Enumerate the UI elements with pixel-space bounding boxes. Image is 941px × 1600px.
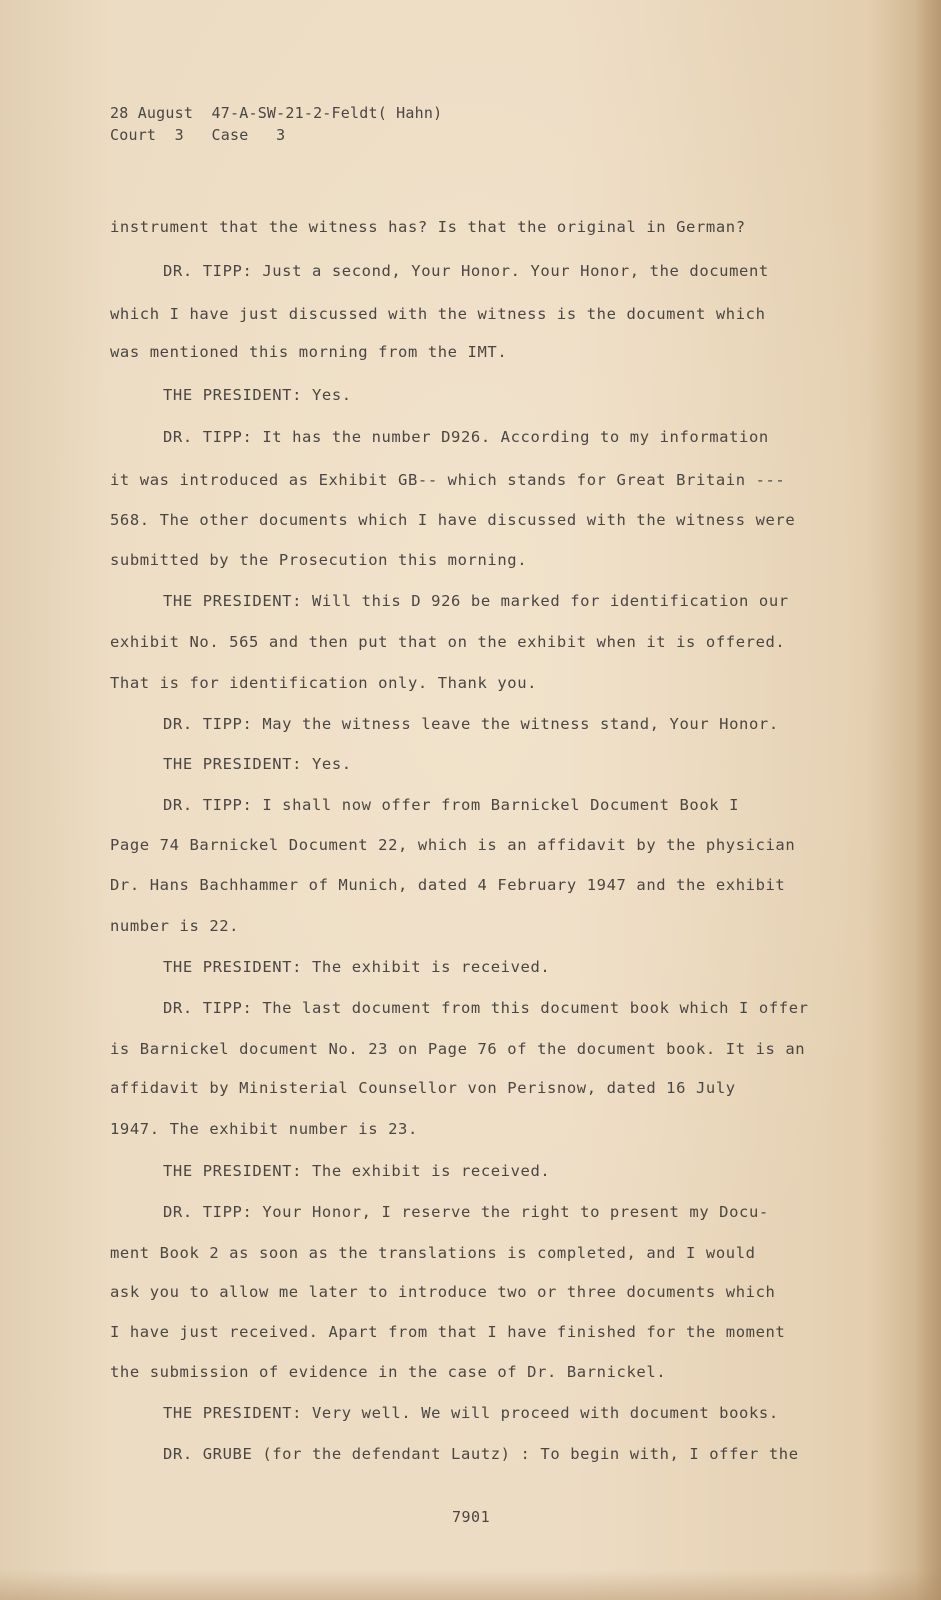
transcript-line: THE PRESIDENT: Will this D 926 be marked for identification our <box>163 592 789 610</box>
transcript-line: the submission of evidence in the case of Dr. Barnickel. <box>110 1363 667 1381</box>
transcript-line: THE PRESIDENT: The exhibit is received. <box>163 958 551 976</box>
transcript-line: DR. TIPP: May the witness leave the witness stand, Your Honor. <box>163 715 779 733</box>
transcript-line: exhibit No. 565 and then put that on the exhibit when it is offered. <box>110 633 786 651</box>
transcript-line: is Barnickel document No. 23 on Page 76 of the document book. It is an <box>110 1040 806 1058</box>
transcript-line: I have just received. Apart from that I have finished for the moment <box>110 1323 786 1341</box>
transcript-line: submitted by the Prosecution this morning. <box>110 551 528 569</box>
transcript-line: DR. TIPP: Your Honor, I reserve the right to present my Docu- <box>163 1203 769 1221</box>
transcript-line: THE PRESIDENT: Yes. <box>163 386 352 404</box>
transcript-line: was mentioned this morning from the IMT. <box>110 343 508 361</box>
transcript-line: number is 22. <box>110 917 240 935</box>
transcript-line: THE PRESIDENT: Very well. We will proceed with document books. <box>163 1404 779 1422</box>
transcript-line: DR. GRUBE (for the defendant Lautz) : To begin with, I offer the <box>163 1445 799 1463</box>
transcript-line: which I have just discussed with the witness is the document which <box>110 305 766 323</box>
page-edge-shadow-bottom <box>0 1570 941 1600</box>
transcript-line: DR. TIPP: It has the number D926. According to my information <box>163 428 769 446</box>
page-edge-shadow-right <box>915 0 941 1600</box>
transcript-line: ment Book 2 as soon as the translations is completed, and I would <box>110 1244 756 1262</box>
transcript-line: DR. TIPP: Just a second, Your Honor. Your Honor, the document <box>163 262 769 280</box>
header-date-reference: 28 August 47-A-SW-21-2-Feldt( Hahn) <box>110 104 443 122</box>
header-court-case: Court 3 Case 3 <box>110 126 286 144</box>
transcript-line: Dr. Hans Bachhammer of Munich, dated 4 February 1947 and the exhibit <box>110 876 786 894</box>
transcript-line: THE PRESIDENT: The exhibit is received. <box>163 1162 551 1180</box>
transcript-line: 568. The other documents which I have discussed with the witness were <box>110 511 796 529</box>
transcript-line: Page 74 Barnickel Document 22, which is an affidavit by the physician <box>110 836 796 854</box>
transcript-line: THE PRESIDENT: Yes. <box>163 755 352 773</box>
document-header <box>110 102 442 146</box>
transcript-line: instrument that the witness has? Is that the original in German? <box>110 218 746 236</box>
transcript-line: ask you to allow me later to introduce two or three documents which <box>110 1283 776 1301</box>
transcript-line: That is for identification only. Thank you. <box>110 674 538 692</box>
transcript-line: affidavit by Ministerial Counsellor von Perisnow, dated 16 July <box>110 1079 736 1097</box>
page-number: 7901 <box>452 1508 491 1526</box>
transcript-line: DR. TIPP: I shall now offer from Barnickel Document Book I <box>163 796 740 814</box>
transcript-line: DR. TIPP: The last document from this document book which I offer <box>163 999 809 1017</box>
transcript-line: it was introduced as Exhibit GB-- which stands for Great Britain --- <box>110 471 786 489</box>
transcript-line: 1947. The exhibit number is 23. <box>110 1120 418 1138</box>
